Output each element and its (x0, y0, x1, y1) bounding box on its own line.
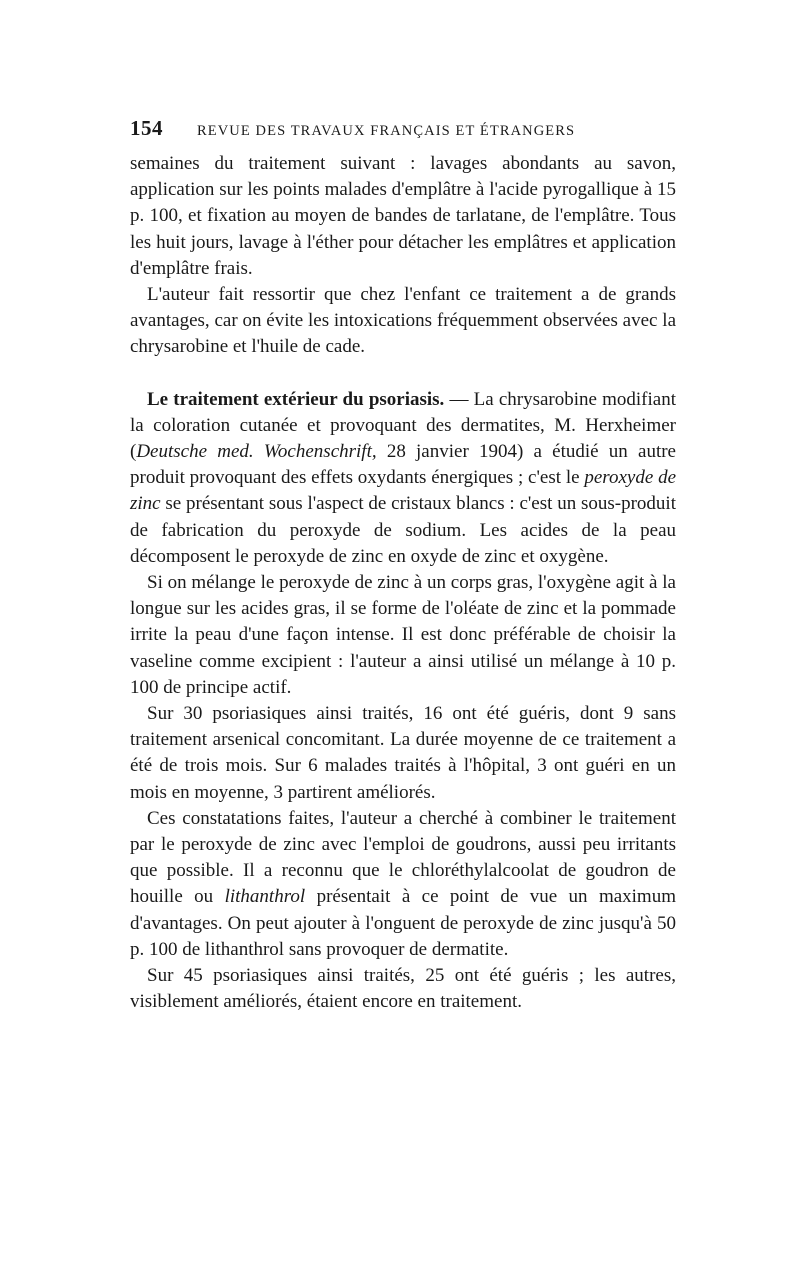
product-name-lithanthrol: lithanthrol (224, 886, 306, 908)
paragraph-7: Sur 45 psoriasiques ainsi traités, 25 ont été guéris ; les autres, visiblement améliorés, étaient encore en traitement. (130, 965, 676, 1013)
paragraph-3-text-b: 28 janvier 1904) a étudié un autre produit provoquant des effets oxydants énergiques ; c'est le (130, 441, 676, 489)
section-heading: Le traitement extérieur du psoriasis. (147, 388, 445, 410)
paragraph-3-text-c: se présentant sous l'aspect de cristaux blancs : c'est un sous-produit de fabrication du peroxyde de sodium. Les acides de la peau décomposent le peroxyde de zinc en oxyde de zinc et oxygène. (130, 493, 676, 567)
paragraph-5: Sur 30 psoriasiques ainsi traités, 16 ont été guéris, dont 9 sans traitement arsenical concomitant. La durée moyenne de ce traitement a été de trois mois. Sur 6 malades traités à l'hôpital, 3 ont guéri en un mois en moyenne, 3 partirent améliorés. (130, 703, 676, 803)
body-text (130, 151, 676, 1016)
paragraph-6-text-b: présentait à ce point de vue un maximum d'avantages. On peut ajouter à l'onguent de peroxyde de zinc jusqu'à 50 p. 100 de lithanthrol sans provoquer de dermatite. (130, 886, 676, 960)
page-number: 154 (130, 116, 163, 140)
paragraph-6-text-a: Ces constatations faites, l'auteur a cherché à combiner le traitement par le peroxyde de zinc avec l'emploi de goudrons, aussi peu irritants que possible. Il a reconnu que le chloréthylalcoolat de goudron de houille ou (130, 807, 676, 908)
paragraph-2: L'auteur fait ressortir que chez l'enfant ce traitement a de grands avantages, car on évite les intoxications fréquemment observées avec la chrysarobine et l'huile de cade. (130, 284, 676, 358)
paragraph-6 (130, 806, 676, 963)
paragraph-1: semaines du traitement suivant : lavages abondants au savon, application sur les points malades d'emplâtre à l'acide pyrogallique à 15 p. 100, et fixation au moyen de bandes de tarlatane, de l'emplâtre. Tous les huit jours, lavage à l'éther pour détacher les emplâtres et application d'emplâtre frais. (130, 153, 676, 279)
journal-citation: Deutsche med. Wochenschrift, (136, 441, 377, 463)
paragraph-3-text-a: — La chrysarobine modifiant la coloration cutanée et provoquant des dermatites, M. Herxheimer ( (130, 388, 676, 463)
paragraph-3 (130, 387, 676, 570)
running-head (130, 116, 680, 146)
paragraph-4: Si on mélange le peroxyde de zinc à un corps gras, l'oxygène agit à la longue sur les acides gras, il se forme de l'oléate de zinc et la pommade irrite la peau d'une façon intense. Il est donc préférable de choisir la vaseline comme excipient : l'auteur a ainsi utilisé un mélange à 10 p. 100 de principe actif. (130, 572, 676, 698)
product-name-peroxyde: peroxyde de zinc (130, 467, 676, 515)
running-title: REVUE DES TRAVAUX FRANÇAIS ET ÉTRANGERS (197, 123, 576, 139)
